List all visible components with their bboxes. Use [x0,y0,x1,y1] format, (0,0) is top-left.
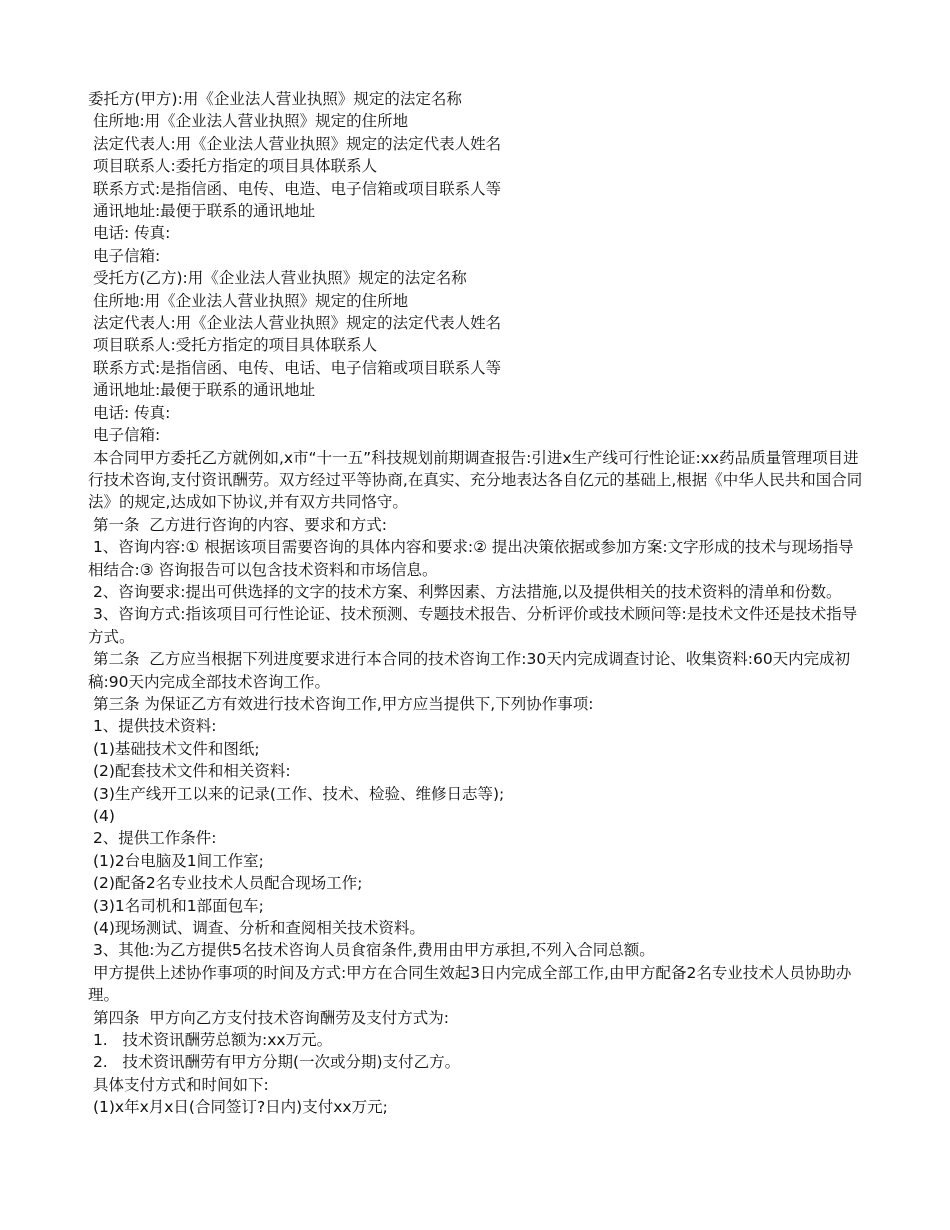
paragraph: 2、咨询要求:提出可供选择的文字的技术方案、利弊因素、方法措施,以及提供相关的技术资料的清单和份数。 [88,582,842,601]
paragraph: 通讯地址:最便于联系的通讯地址 [88,202,316,221]
paragraph: 委托方(甲方):用《企业法人营业执照》规定的法定名称 [88,90,462,108]
paragraph: 电话: 传真: [88,403,171,422]
paragraph: 项目联系人:委托方指定的项目具体联系人 [88,157,378,176]
paragraph: 联系方式:是指信函、电传、电话、电子信箱或项目联系人等 [88,358,502,377]
paragraph: 3、其他:为乙方提供5名技术咨询人员食宿条件,费用由甲方承担,不列入合同总额。 [88,941,655,960]
paragraph: (4)现场测试、调查、分析和查阅相关技术资料。 [88,919,425,938]
paragraph: 项目联系人:受托方指定的项目具体联系人 [88,336,378,355]
paragraph: 甲方提供上述协作事项的时间及方式:甲方在合同生效起3日内完成全部工作,由甲方配备2名专业技术人员协助办理。 [88,963,852,1005]
paragraph: (3)1名司机和1部面包车; [88,896,264,915]
paragraph: 法定代表人:用《企业法人营业执照》规定的法定代表人姓名 [88,134,502,153]
paragraph: (1)基础技术文件和图纸; [88,739,260,758]
paragraph: 1. 技术资讯酬劳总额为:xx万元。 [88,1031,333,1050]
paragraph: 第二条 乙方应当根据下列进度要求进行本合同的技术咨询工作:30天内完成调查讨论、收集资料:60天内完成初稿:90天内完成全部技术咨询工作。 [88,650,851,691]
paragraph: (1)x年x月x日(合同签订?日内)支付xx万元; [88,1098,388,1117]
paragraph: 2. 技术资讯酬劳有甲方分期(一次或分期)支付乙方。 [88,1053,461,1072]
paragraph: (3)生产线开工以来的记录(工作、技术、检验、维修日志等); [88,784,505,803]
paragraph: 通讯地址:最便于联系的通讯地址 [88,381,316,400]
paragraph: 受托方(乙方):用《企业法人营业执照》规定的法定名称 [88,269,467,288]
paragraph: 本合同甲方委托乙方就例如,x市“十一五”科技规划前期调查报告:引进x生产线可行性论证:xx药品质量管理项目进行技术咨询,支付资讯酬劳。双方经过平等协商,在真实、充分地表达各自亿元的基础上,根据《中华人民共和国合同法》的规定,达成如下协议,并有双方共同恪守。 [88,448,863,512]
paragraph: 住所地:用《企业法人营业执照》规定的住所地 [88,291,409,310]
paragraph: 1、咨询内容:① 根据该项目需要咨询的具体内容和要求:② 提出决策依据或参加方案:文字形成的技术与现场指导相结合:③ 咨询报告可以包含技术资料和市场信息。 [88,538,854,579]
paragraph: (2)配套技术文件和相关资料: [88,762,291,781]
paragraph: (1)2台电脑及1间工作室; [88,851,264,870]
paragraph: 具体支付方式和时间如下: [88,1075,269,1094]
paragraph: 3、咨询方式:指该项目可行性论证、技术预测、专题技术报告、分析评价或技术顾问等:是技术文件还是技术指导方式。 [88,605,858,646]
paragraph: 1、提供技术资料: [88,717,217,736]
paragraph: 电话: 传真: [88,224,171,243]
paragraph: 第三条 为保证乙方有效进行技术咨询工作,甲方应当提供下,下列协作事项: [88,694,594,713]
paragraph: 第一条 乙方进行咨询的内容、要求和方式: [88,515,388,534]
paragraph: 联系方式:是指信函、电传、电造、电子信箱或项目联系人等 [88,179,502,198]
paragraph: 住所地:用《企业法人营业执照》规定的住所地 [88,112,409,131]
paragraph: 2、提供工作条件: [88,829,217,848]
paragraph: 电子信箱: [88,426,161,445]
paragraph: 电子信箱: [88,246,161,265]
paragraph: (2)配备2名专业技术人员配合现场工作; [88,874,363,893]
paragraph: 第四条 甲方向乙方支付技术咨询酬劳及支付方式为: [88,1008,450,1027]
paragraph: 法定代表人:用《企业法人营业执照》规定的法定代表人姓名 [88,314,502,333]
document-body [88,88,866,1119]
paragraph: (4) [88,807,115,825]
